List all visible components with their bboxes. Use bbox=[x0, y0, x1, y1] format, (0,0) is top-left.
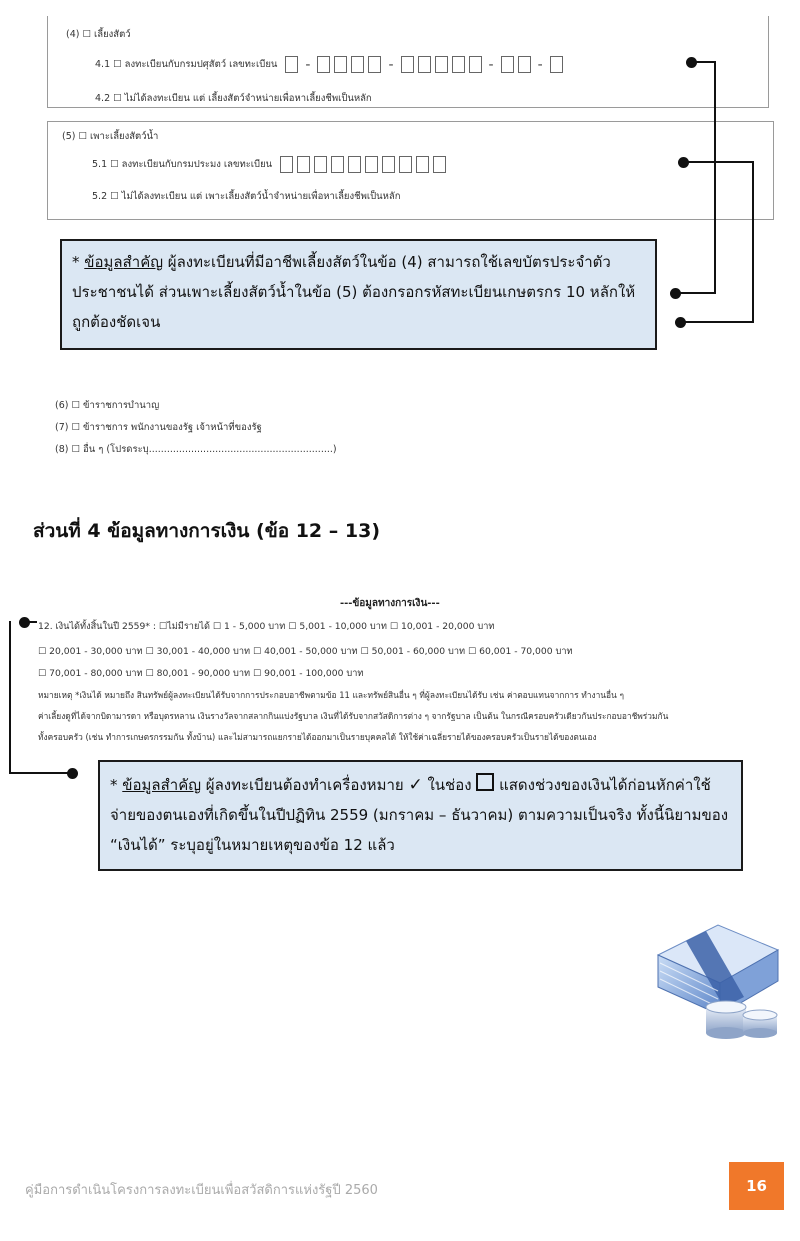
digit-box[interactable] bbox=[382, 156, 395, 173]
aquaculture-registered-row bbox=[92, 156, 448, 173]
aquaculture-header: (5) ☐ เพาะเลี้ยงสัตว์น้ำ bbox=[62, 131, 159, 142]
digit-box[interactable] bbox=[435, 56, 448, 73]
page-number: 16 bbox=[729, 1162, 784, 1210]
aquaculture-unregistered-label: 5.2 ☐ ไม่ได้ลงทะเบียน แต่ เพาะเลี้ยงสัตว์น้ำจำหน่ายเพื่อหาเลี้ยงชีพเป็นหลัก bbox=[92, 191, 401, 202]
income-range-row: ☐ 20,001 - 30,000 บาท ☐ 30,001 - 40,000 บาท ☐ 40,001 - 50,000 บาท ☐ 50,001 - 60,000 บาท ☐ 60,001 - 70,000 บาท bbox=[38, 646, 573, 657]
connector-dot bbox=[670, 288, 681, 299]
connector-line bbox=[684, 321, 754, 323]
digit-box[interactable] bbox=[285, 56, 298, 73]
aquaculture-registration-boxes bbox=[278, 156, 448, 173]
digit-box[interactable] bbox=[452, 56, 465, 73]
income-remark: หมายเหตุ *เงินได้ หมายถึง สินทรัพย์ผู้ลงทะเบียนได้รับจากการประกอบอาชีพตามข้อ 11 และทรัพย์สินอื่น ๆ ที่ผู้ลงทะเบียนได้รับ เช่น ค่าตอบแทนจากการ ทำงานอื่น ๆ bbox=[38, 690, 624, 700]
connector-line bbox=[684, 161, 754, 163]
connector-dot bbox=[67, 768, 78, 779]
connector-line bbox=[752, 161, 754, 323]
digit-box[interactable] bbox=[469, 56, 482, 73]
digit-box[interactable] bbox=[416, 156, 429, 173]
digit-box[interactable] bbox=[401, 56, 414, 73]
livestock-registered-row bbox=[95, 56, 565, 73]
livestock-registration-boxes: - - - - bbox=[283, 56, 564, 73]
digit-box[interactable] bbox=[331, 156, 344, 173]
important-note-1 bbox=[60, 239, 657, 350]
occupation-item: (7) ☐ ข้าราชการ พนักงานของรัฐ เจ้าหน้าที่ของรัฐ bbox=[55, 422, 262, 433]
finance-heading: ---ข้อมูลทางการเงิน--- bbox=[340, 598, 440, 609]
digit-box[interactable] bbox=[280, 156, 293, 173]
digit-box[interactable] bbox=[334, 56, 347, 73]
note-key-label: ข้อมูลสำคัญ bbox=[122, 776, 202, 794]
digit-box[interactable] bbox=[368, 56, 381, 73]
note-text: ผู้ลงทะเบียนที่มีอาชีพเลี้ยงสัตว์ในข้อ (4) สามารถใช้เลขบัตรประจำตัวประชาชนได้ ส่วนเพาะเลี้ยงสัตว์น้ำในข้อ (5) ต้องกรอกรหัสทะเบียนเกษตรกร 10 หลักให้ถูกต้องชัดเจน bbox=[72, 253, 636, 331]
important-note-2 bbox=[98, 760, 743, 871]
digit-box[interactable] bbox=[433, 156, 446, 173]
footer-title: คู่มือการดำเนินโครงการลงทะเบียนเพื่อสวัสดิการแห่งรัฐปี 2560 bbox=[25, 1183, 378, 1198]
note-text: ในช่อง bbox=[422, 776, 477, 794]
livestock-unregistered-label: 4.2 ☐ ไม่ได้ลงทะเบียน แต่ เลี้ยงสัตว์จำหน่ายเพื่อหาเลี้ยงชีพเป็นหลัก bbox=[95, 93, 372, 104]
occupation-item: (6) ☐ ข้าราชการบำนาญ bbox=[55, 400, 160, 411]
money-stack-icon bbox=[648, 915, 788, 1045]
digit-box[interactable] bbox=[297, 156, 310, 173]
connector-line bbox=[25, 621, 37, 623]
connector-line bbox=[677, 292, 716, 294]
digit-box[interactable] bbox=[518, 56, 531, 73]
digit-box[interactable] bbox=[351, 56, 364, 73]
occupation-item: (8) ☐ อื่น ๆ (โปรดระบุ.............................................................) bbox=[55, 444, 337, 455]
digit-box[interactable] bbox=[365, 156, 378, 173]
digit-box[interactable] bbox=[314, 156, 327, 173]
note-star: * bbox=[110, 776, 123, 794]
income-question-12: 12. เงินได้ทั้งสิ้นในปี 2559* : ☐ไม่มีรายได้ ☐ 1 - 5,000 บาท ☐ 5,001 - 10,000 บาท ☐ 10,001 - 20,000 บาท bbox=[38, 621, 495, 632]
digit-box[interactable] bbox=[501, 56, 514, 73]
digit-box[interactable] bbox=[348, 156, 361, 173]
livestock-header: (4) ☐ เลี้ยงสัตว์ bbox=[66, 29, 131, 40]
checkbox-icon bbox=[476, 773, 494, 791]
note-star: * bbox=[72, 253, 85, 271]
income-range-row: ☐ 70,001 - 80,000 บาท ☐ 80,001 - 90,000 บาท ☐ 90,001 - 100,000 บาท bbox=[38, 668, 364, 679]
connector-dot bbox=[675, 317, 686, 328]
digit-box[interactable] bbox=[418, 56, 431, 73]
section-title: ส่วนที่ 4 ข้อมูลทางการเงิน (ข้อ 12 – 13) bbox=[33, 520, 381, 542]
income-remark: ค่าเลี้ยงดูที่ได้จากบิดามารดา หรือบุตรหลาน เงินรางวัลจากสลากกินแบ่งรัฐบาล เงินที่ได้รับจากสวัสดิการต่าง ๆ จากรัฐบาล เป็นต้น ในกรณีครอบครัวเดียวกันประกอบอาชีพร่วมกัน bbox=[38, 711, 669, 721]
note-text: แสดงช่วงของเงินได้ก่อนหักค่าใช้จ่ายของตนเองที่เกิดขึ้นในปีปฏิทิน 2559 (มกราคม – ธันวาคม) ตามความเป็นจริง ทั้งนี้นิยามของ “เงินได้” ระบุอยู่ในหมายเหตุของข้อ 12 แล้ว bbox=[110, 776, 729, 854]
note-text: ผู้ลงทะเบียนต้องทำเครื่องหมาย bbox=[201, 776, 409, 794]
digit-box[interactable] bbox=[317, 56, 330, 73]
digit-box[interactable] bbox=[399, 156, 412, 173]
connector-line bbox=[9, 621, 11, 774]
digit-box[interactable] bbox=[550, 56, 563, 73]
aquaculture-registered-label: 5.1 ☐ ลงทะเบียนกับกรมประมง เลขทะเบียน bbox=[92, 159, 273, 170]
connector-line bbox=[714, 61, 716, 294]
check-icon: ✓ bbox=[408, 775, 423, 795]
note-key-label: ข้อมูลสำคัญ bbox=[84, 253, 164, 271]
income-remark: ทั้งครอบครัว (เช่น ทำการเกษตรกรรมกัน ทั้งบ้าน) และไม่สามารถแยกรายได้ออกมาเป็นรายบุคคลได้ ให้ใช้ค่าเฉลี่ยรายได้ของครอบครัวเป็นรายได้ของตนเอง bbox=[38, 732, 597, 742]
money-illustration bbox=[648, 915, 788, 1045]
connector-line bbox=[692, 61, 716, 63]
connector-line bbox=[9, 772, 71, 774]
livestock-registered-label: 4.1 ☐ ลงทะเบียนกับกรมปศุสัตว์ เลขทะเบียน bbox=[95, 59, 278, 70]
